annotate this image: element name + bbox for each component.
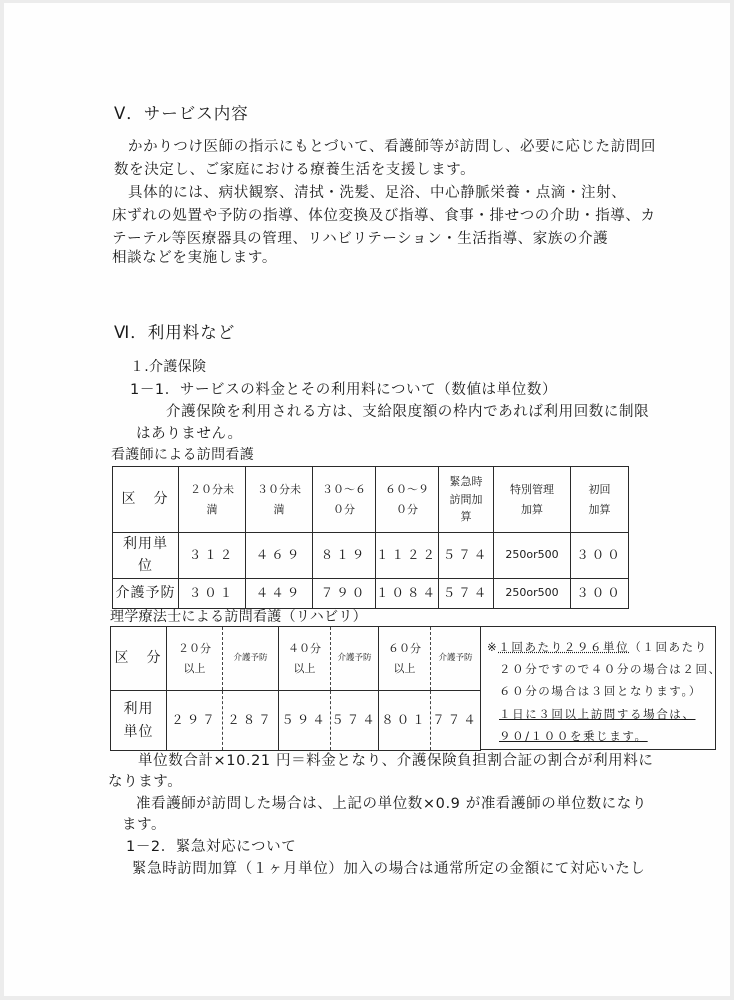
- row-label-cell: [111, 691, 167, 751]
- paragraph-2-line: 単位数合計×10.21 円＝料金となり、介護保険負担割合証の割合が利用料に: [138, 753, 654, 769]
- paragraph-3-line: 准看護師が訪問した場合は、上記の単位数×0.9 が准看護師の単位数になり: [136, 796, 647, 812]
- value-cell: ５７４: [439, 578, 494, 608]
- note-emphasis: １回あたり２９６単位: [498, 640, 630, 654]
- header-cell: [167, 627, 223, 691]
- header-cell: [494, 467, 571, 533]
- value-cell: ３１２: [179, 533, 246, 579]
- note-line: ６０分の場合は３回となります。）: [499, 684, 702, 698]
- value-cell: ４６９: [246, 533, 313, 579]
- note-line: １日に３回以上訪問する場合は、: [499, 707, 696, 721]
- value-cell: ３０１: [179, 578, 246, 608]
- value-cell: ２９７: [167, 691, 223, 751]
- header-text: ２０分未 満: [190, 482, 234, 516]
- header-text: ６０分 以上: [388, 641, 421, 675]
- header-text: ２０分 以上: [178, 641, 211, 675]
- section-5-heading: Ⅴ．サービス内容: [114, 104, 249, 123]
- value-cell: １０８４: [376, 578, 439, 608]
- value-cell: 250or500: [494, 533, 571, 579]
- value-cell: ５７４: [331, 691, 379, 751]
- header-cell: 介護予防: [223, 627, 279, 691]
- row-label: 利用単 位: [123, 536, 168, 575]
- header-cell: [246, 467, 313, 533]
- table-2-caption: 理学療法士による訪問看護（リハビリ）: [110, 609, 367, 625]
- header-cell: [571, 467, 629, 533]
- header-cell: [379, 627, 431, 691]
- section-5-line: テーテル等医療器具の管理、リハビリテーション・生活指導、家族の介護: [112, 231, 609, 247]
- header-text: ４０分 以上: [288, 641, 321, 675]
- header-text: 緊急時 訪問加 算: [449, 475, 483, 524]
- table-1-caption: 看護師による訪問看護: [111, 447, 254, 463]
- header-cell: [439, 467, 494, 533]
- subsection-1-2: 1－2．緊急対応について: [126, 839, 297, 855]
- value-cell: １１２２: [376, 533, 439, 579]
- paragraph-1-line: はありません。: [136, 426, 243, 442]
- section-5-line: 数を決定し、ご家庭における療養生活を支援します。: [114, 162, 476, 178]
- value-cell: ８０１: [379, 691, 431, 751]
- table-1-header-row: [113, 467, 629, 533]
- header-cell: [376, 467, 439, 533]
- value-cell: ８１９: [313, 533, 376, 579]
- value-cell: ５７４: [439, 533, 494, 579]
- paragraph-3-line: ます。: [122, 817, 167, 833]
- note-line: ２０分ですので４０分の場合は２回、: [499, 662, 722, 676]
- header-cell: [179, 467, 246, 533]
- subsection-1-1: 1－1．サービスの料金とその利用料について（数値は単位数）: [130, 382, 558, 398]
- paragraph-1-line: 介護保険を利用される方は、支給限度額の枠内であれば利用回数に制限: [166, 404, 650, 420]
- header-cell: 介護予防: [331, 627, 379, 691]
- header-cell: 区 分: [113, 467, 179, 533]
- paragraph-2-line: なります。: [108, 774, 183, 790]
- table-2-row: [111, 691, 481, 751]
- header-text: ６０～９ ０分: [385, 482, 429, 516]
- header-cell: [313, 467, 376, 533]
- value-cell: ７９０: [313, 578, 376, 608]
- subsection-1: １.介護保険: [130, 359, 207, 375]
- rehab-note-box: [480, 626, 722, 750]
- section-5-line: 床ずれの処置や予防の指導、体位変換及び指導、食事・排せつの介助・指導、カ: [112, 208, 656, 224]
- section-5-line: かかりつけ医師の指示にもとづいて、看護師等が訪問し、必要に応じた訪問回: [128, 139, 656, 155]
- value-cell: ２８７: [223, 691, 279, 751]
- section-5-line: 具体的には、病状観察、清拭・洗髪、足浴、中心静脈栄養・点滴・注射、: [128, 185, 627, 201]
- row-label: 利用 単位: [123, 701, 154, 740]
- paragraph-4: 緊急時訪問加算（１ヶ月単位）加入の場合は通常所定の金額にて対応いたし: [132, 861, 646, 877]
- value-cell: ３００: [571, 578, 629, 608]
- table-1-row: [113, 533, 629, 579]
- header-cell: 介護予防: [431, 627, 481, 691]
- note-mark: ※: [487, 640, 499, 654]
- header-cell: 区 分: [111, 627, 167, 691]
- header-text: 特別管理 加算: [510, 482, 554, 516]
- value-cell: ５９４: [279, 691, 331, 751]
- section-5-line: 相談などを実施します。: [112, 250, 277, 266]
- header-cell: [279, 627, 331, 691]
- note-text: （１回あたり: [629, 640, 708, 654]
- row-label-cell: 介護予防: [113, 578, 179, 608]
- row-label-cell: [113, 533, 179, 579]
- header-text: 初回 加算: [588, 482, 611, 516]
- note-line: ９０/１００を乗じます。: [499, 729, 648, 743]
- table-1-row: [113, 578, 629, 608]
- therapist-visit-fee-table: [110, 626, 481, 751]
- value-cell: 250or500: [494, 578, 571, 608]
- header-text: ３０～６ ０分: [322, 482, 366, 516]
- value-cell: ４４９: [246, 578, 313, 608]
- value-cell: ３００: [571, 533, 629, 579]
- table-2-header-row: [111, 627, 481, 691]
- note-line: [487, 639, 708, 655]
- header-text: ３０分未 満: [257, 482, 301, 516]
- nurse-visit-fee-table: [112, 466, 629, 609]
- value-cell: ７７４: [431, 691, 481, 751]
- section-6-heading: Ⅵ．利用料など: [114, 323, 236, 342]
